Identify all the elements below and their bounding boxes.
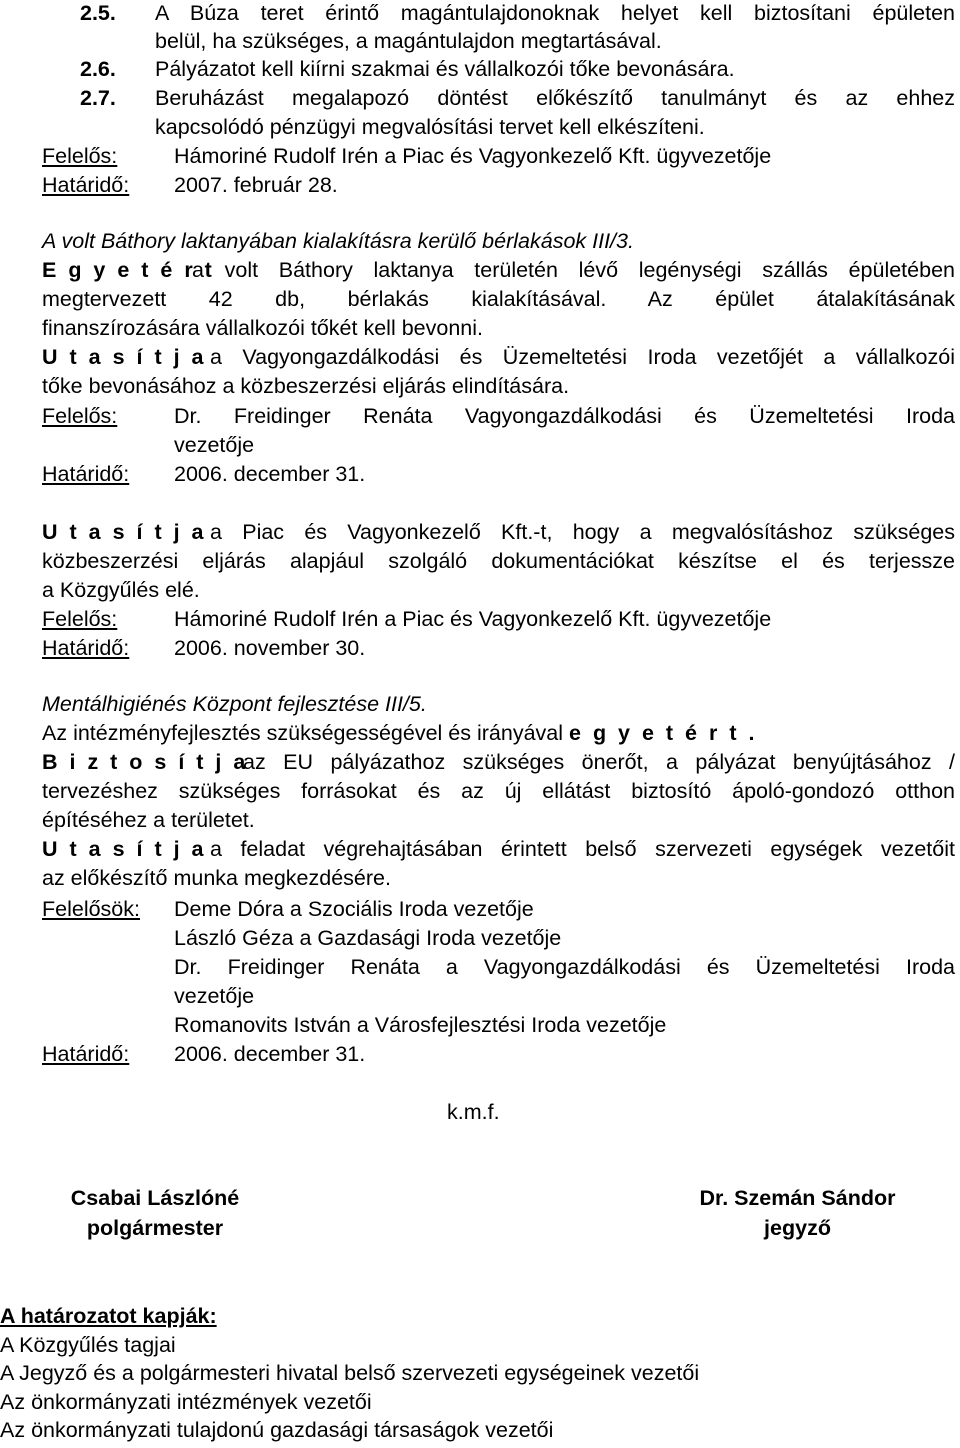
agreement-line [42, 719, 757, 748]
paragraph-line: a feladat végrehajtásában érintett belső szervezeti egységek vezetőit [210, 837, 955, 861]
item-number: 2.6. [80, 57, 116, 81]
agreement-text: Az intézményfejlesztés szükségességével és irányával [42, 721, 564, 745]
paragraph-line: megtervezett 42 db, bérlakás kialakításával. Az épület átalakításának [42, 287, 955, 311]
item-text: Beruházást megalapozó döntést előkészítő tanulmányt és az ehhez [155, 86, 955, 110]
responsible-value: Romanovits István a Városfejlesztési Iroda vezetője [174, 1013, 667, 1037]
section-title: A volt Báthory laktanyában kialakításra kerülő bérlakások III/3. [42, 229, 634, 253]
kmf-mark: k.m.f. [447, 1100, 500, 1124]
responsible-value: vezetője [174, 433, 255, 457]
paragraph-line: a Közgyűlés elé. [42, 578, 200, 602]
item-text: kapcsolódó pénzügyi megvalósítási tervet kell elkészíteni. [155, 115, 705, 139]
item-text: Pályázatot kell kiírni szakmai és vállalkozói tőke bevonására. [155, 57, 735, 81]
responsible-label: Felelős: [42, 404, 118, 428]
item-text: belül, ha szükséges, a magántulajdon megtartásával. [155, 29, 662, 53]
resolution-verb: U t a s í t j a [42, 345, 207, 369]
recipients-heading: A határozatot kapják: [0, 1304, 217, 1328]
responsible-value: Dr. Freidinger Renáta a Vagyongazdálkodási és Üzemeltetési Iroda [174, 955, 955, 979]
deadline-label: Határidő: [42, 462, 130, 486]
item-text: A Búza teret érintő magántulajdonoknak helyet kell biztosítani épületen [155, 1, 955, 25]
deadline-value: 2007. február 28. [174, 173, 338, 197]
paragraph-line: a Vagyongazdálkodási és Üzemeltetési Iroda vezetőjét a vállalkozói [210, 345, 955, 369]
resolution-verb: U t a s í t j a [42, 520, 207, 544]
paragraph-line: az EU pályázathoz szükséges önerőt, a pályázat benyújtásához / [243, 750, 955, 774]
recipient-item: Az önkormányzati tulajdonú gazdasági társaságok vezetői [0, 1418, 554, 1442]
deadline-value: 2006. november 30. [174, 636, 366, 660]
paragraph-line: tervezéshez szükséges forrásokat és az új ellátást biztosító ápoló-gondozó otthon [42, 779, 955, 803]
paragraph-line: finanszírozására vállalkozói tőkét kell bevonni. [42, 316, 483, 340]
responsible-value: László Géza a Gazdasági Iroda vezetője [174, 926, 562, 950]
deadline-label: Határidő: [42, 1042, 130, 1066]
item-number: 2.7. [80, 86, 116, 110]
resolution-verb: e g y e t é r t . [569, 721, 758, 745]
signatory-name: Dr. Szemán Sándor [699, 1186, 896, 1210]
resolution-verb: B i z t o s í t j a [42, 750, 249, 774]
responsible-value: Hámoriné Rudolf Irén a Piac és Vagyonkezelő Kft. ügyvezetője [174, 144, 772, 168]
responsible-value: vezetője [174, 984, 255, 1008]
section-title: Mentálhigiénés Központ fejlesztése III/5. [42, 692, 427, 716]
responsible-value: Hámoriné Rudolf Irén a Piac és Vagyonkezelő Kft. ügyvezetője [174, 607, 772, 631]
signatory-name: Csabai Lászlóné [70, 1186, 240, 1210]
resolution-verb: E g y e t é r t [42, 258, 215, 282]
responsible-label: Felelős: [42, 144, 118, 168]
paragraph-line: az előkészítő munka megkezdésére. [42, 866, 391, 890]
deadline-label: Határidő: [42, 173, 130, 197]
responsible-value: Deme Dóra a Szociális Iroda vezetője [174, 897, 534, 921]
recipient-item: A Jegyző és a polgármesteri hivatal belső szervezeti egységeinek vezetői [0, 1361, 700, 1385]
signatory-title: polgármester [86, 1216, 224, 1240]
responsible-label: Felelős: [42, 607, 118, 631]
paragraph-line: építéséhez a területet. [42, 808, 255, 832]
resolution-verb: U t a s í t j a [42, 837, 207, 861]
signature-left [40, 1183, 270, 1243]
signatory-title: jegyző [764, 1216, 831, 1240]
recipient-item: Az önkormányzati intézmények vezetői [0, 1390, 372, 1414]
recipient-item: A Közgyűlés tagjai [0, 1333, 176, 1357]
responsibles-label: Felelősök: [42, 897, 140, 921]
paragraph-line: tőke bevonásához a közbeszerzési eljárás elindítására. [42, 374, 570, 398]
deadline-value: 2006. december 31. [174, 1042, 366, 1066]
deadline-value: 2006. december 31. [174, 462, 366, 486]
deadline-label: Határidő: [42, 636, 130, 660]
paragraph-line: közbeszerzési eljárás alapjául szolgáló dokumentációkat készítse el és terjessze [42, 549, 955, 573]
paragraph-line: a volt Báthory laktanya területén lévő legénységi szállás épületében [192, 258, 955, 282]
item-number: 2.5. [80, 1, 116, 25]
responsible-value: Dr. Freidinger Renáta Vagyongazdálkodási és Üzemeltetési Iroda [174, 404, 955, 428]
paragraph-line: a Piac és Vagyonkezelő Kft.-t, hogy a megvalósításhoz szükséges [210, 520, 955, 544]
signature-right [670, 1183, 925, 1243]
